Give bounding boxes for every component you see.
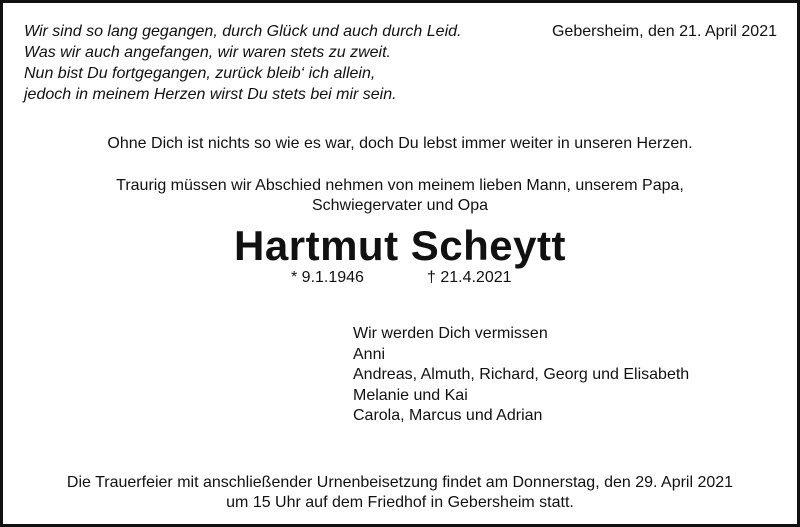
mourners-list: [353, 324, 689, 427]
poem-line: jedoch in meinem Herzen wirst Du stets bei mir sein.: [24, 86, 397, 103]
deceased-name: Hartmut Scheytt: [234, 222, 566, 269]
service-line-1: Die Trauerfeier mit anschließender Urnenbeisetzung findet am Donnerstag, den 29. April 2021: [66, 474, 734, 491]
motto: Ohne Dich ist nichts so wie es war, doch Du lebst immer weiter in unseren Herzen.: [107, 135, 693, 152]
mourner-line: Anni: [353, 345, 386, 363]
poem-line: Wir sind so lang gegangen, durch Glück und auch durch Leid.: [24, 23, 462, 40]
poem-line: Nun bist Du fortgegangen, zurück bleib‘ ich allein,: [24, 65, 376, 82]
service-line-2: um 15 Uhr auf dem Friedhof in Gebersheim statt.: [226, 494, 574, 511]
intro-line-1: Traurig müssen wir Abschied nehmen von meinem lieben Mann, unserem Papa,: [116, 177, 684, 194]
mourner-line: Melanie und Kai: [353, 386, 468, 404]
mourner-line: Carola, Marcus und Adrian: [353, 407, 543, 424]
birth-date: * 9.1.1946: [291, 269, 364, 286]
death-date: † 21.4.2021: [427, 269, 512, 286]
mourner-line: Wir werden Dich vermissen: [353, 325, 548, 342]
intro-line-2: Schwiegervater und Opa: [311, 197, 489, 214]
poem: [24, 21, 524, 105]
poem-line: Was wir auch angefangen, wir waren stets zu zweit.: [24, 44, 391, 61]
place-date: Gebersheim, den 21. April 2021: [551, 23, 777, 40]
mourner-line: Andreas, Almuth, Richard, Georg und Elisabeth: [353, 366, 690, 383]
